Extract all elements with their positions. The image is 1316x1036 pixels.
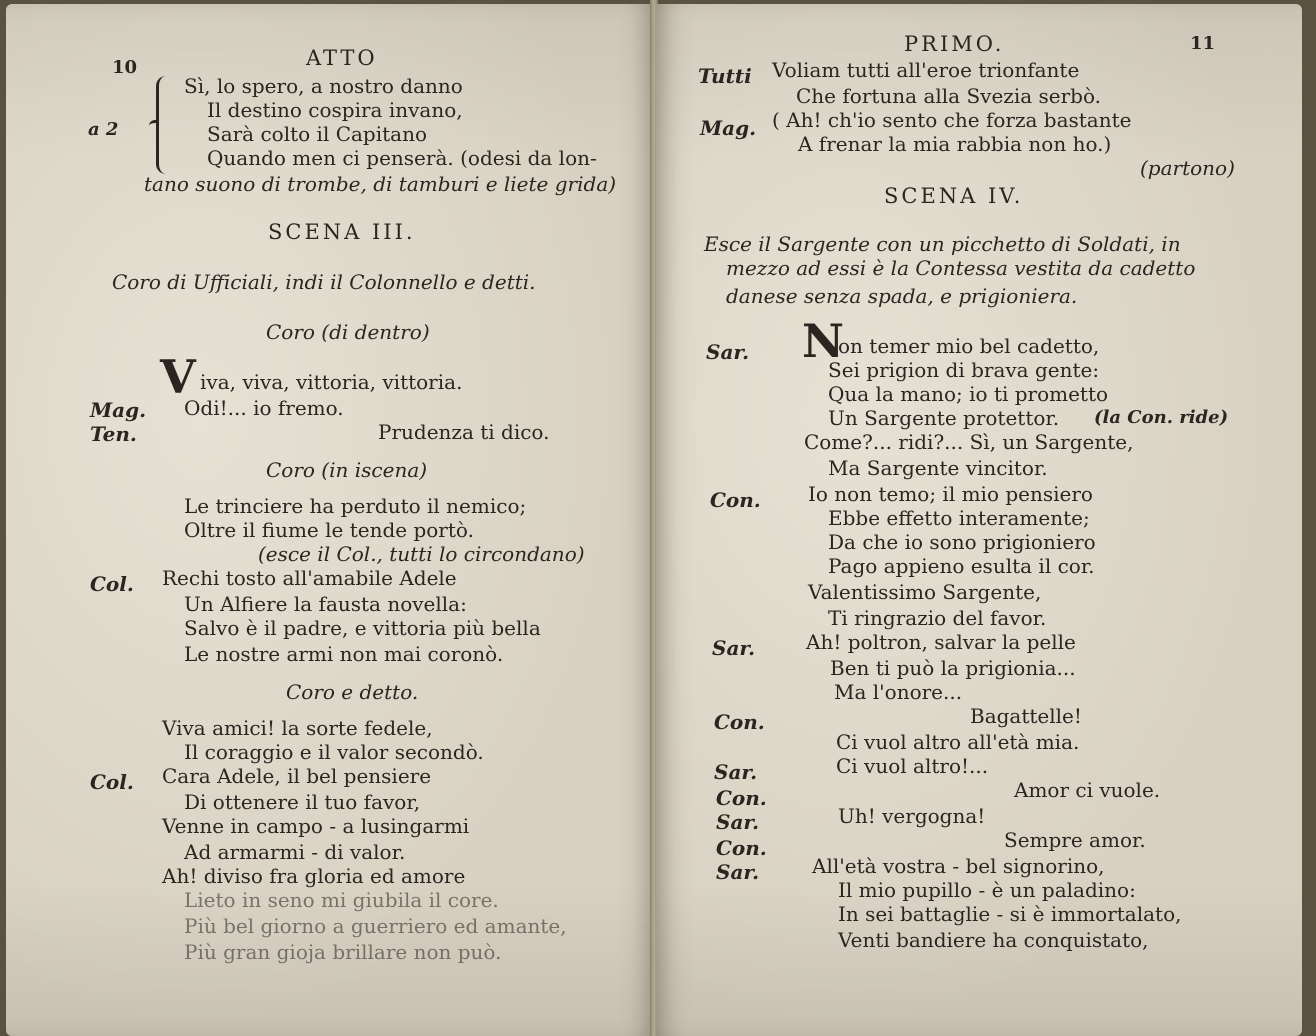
speaker-label: Con. <box>714 710 765 734</box>
verse-line: Il coraggio e il valor secondò. <box>184 740 484 764</box>
verse-line: Viva amici! la sorte fedele, <box>162 716 433 740</box>
a2-label: a 2 <box>88 119 119 140</box>
verse-line: Sempre amor. <box>1004 828 1146 852</box>
quartet-line: Quando men ci penserà. (odesi da lon- <box>207 146 597 170</box>
verse-line: Più gran gioja brillare non può. <box>184 940 502 964</box>
verse-line: Che fortuna alla Svezia serbò. <box>796 84 1102 108</box>
verse-line: Ma l'onore... <box>834 680 963 704</box>
verse-line: Rechi tosto all'amabile Adele <box>162 566 457 590</box>
quartet-line: Il destino cospira invano, <box>207 98 463 122</box>
scene-description: danese senza spada, e prigioniera. <box>726 284 1078 308</box>
scene-title: SCENA IV. <box>884 184 1024 208</box>
verse-line: on temer mio bel cadetto, <box>838 334 1100 358</box>
verse-line: Venne in campo - a lusingarmi <box>162 814 470 838</box>
speaker-label: Ten. <box>90 422 137 446</box>
verse-line: Venti bandiere ha conquistato, <box>838 928 1149 952</box>
speaker-label: Mag. <box>700 116 757 140</box>
drop-cap: V <box>160 350 196 404</box>
verse-line: Salvo è il padre, e vittoria più bella <box>184 616 541 640</box>
scene-title: SCENA III. <box>268 220 416 244</box>
verse-line: Voliam tutti all'eroe trionfante <box>772 58 1080 82</box>
verse-line: Ebbe effetto interamente; <box>828 506 1090 530</box>
verse-line: Un Alfiere la fausta novella: <box>184 592 467 616</box>
chorus-heading: Coro e detto. <box>286 680 419 704</box>
right-page-number: 11 <box>1190 33 1216 54</box>
speaker-label: Con. <box>710 488 761 512</box>
verse-line: Valentissimo Sargente, <box>808 580 1042 604</box>
speaker-label: Con. <box>716 786 767 810</box>
verse-line: Uh! vergogna! <box>838 804 986 828</box>
verse-line: Amor ci vuole. <box>1014 778 1161 802</box>
speaker-label: Mag. <box>90 398 147 422</box>
verse-line: Il mio pupillo - è un paladino: <box>838 878 1136 902</box>
verse-line: Oltre il fiume le tende portò. <box>184 518 474 542</box>
scene-description: Coro di Ufficiali, indi il Colonnello e detti. <box>112 270 536 294</box>
verse-line: iva, viva, vittoria, vittoria. <box>200 370 463 394</box>
scene-description: Esce il Sargente con un picchetto di Soldati, in <box>704 232 1181 256</box>
verse-line: Come?... ridi?... Sì, un Sargente, <box>804 430 1134 454</box>
verse-line: Prudenza ti dico. <box>378 420 550 444</box>
verse-line: Da che io sono prigioniero <box>828 530 1096 554</box>
speaker-label: Tutti <box>698 64 752 88</box>
speaker-label: Sar. <box>706 340 750 364</box>
verse-line: Qua la mano; io ti prometto <box>828 382 1109 406</box>
verse-line: Le trinciere ha perduto il nemico; <box>184 494 527 518</box>
verse-line: ( Ah! ch'io sento che forza bastante <box>772 108 1132 132</box>
stage-direction: (la Con. ride) <box>1094 407 1229 428</box>
verse-line: In sei battaglie - si è immortalato, <box>838 902 1182 926</box>
chorus-heading: Coro (in iscena) <box>266 458 428 482</box>
verse-line: Cara Adele, il bel pensiere <box>162 764 432 788</box>
quartet-line: Sì, lo spero, a nostro danno <box>184 74 463 98</box>
verse-line: Più bel giorno a guerriero ed amante, <box>184 914 567 938</box>
speaker-label: Col. <box>90 572 134 596</box>
speaker-label: Col. <box>90 770 134 794</box>
verse-line: Ci vuol altro!... <box>836 754 989 778</box>
verse-line: Sei prigion di brava gente: <box>828 358 1100 382</box>
drop-cap: N <box>802 314 845 368</box>
speaker-label: Con. <box>716 836 767 860</box>
verse-line: Io non temo; il mio pensiero <box>808 482 1093 506</box>
verse-line: Le nostre armi non mai coronò. <box>184 642 504 666</box>
verse-line: Ti ringrazio del favor. <box>828 606 1047 630</box>
chorus-heading: Coro (di dentro) <box>266 320 430 344</box>
quartet-line: Sarà colto il Capitano <box>207 122 427 146</box>
verse-line: Ah! diviso fra gloria ed amore <box>162 864 466 888</box>
speaker-label: Sar. <box>716 810 760 834</box>
stage-direction: (partono) <box>1140 156 1235 180</box>
speaker-label: Sar. <box>714 760 758 784</box>
verse-line: Lieto in seno mi giubila il core. <box>184 888 499 912</box>
verse-line: All'età vostra - bel signorino, <box>812 854 1105 878</box>
verse-line: Bagattelle! <box>970 704 1082 728</box>
verse-line: Ci vuol altro all'età mia. <box>836 730 1080 754</box>
verse-line: Ah! poltron, salvar la pelle <box>806 630 1076 654</box>
verse-line: Ben ti può la prigionia... <box>830 656 1076 680</box>
verse-line: Di ottenere il tuo favor, <box>184 790 421 814</box>
left-page-number: 10 <box>112 57 138 78</box>
speaker-label: Sar. <box>716 860 760 884</box>
right-running-header: PRIMO. <box>904 32 1005 56</box>
verse-line: Ad armarmi - di valor. <box>184 840 406 864</box>
verse-line: A frenar la mia rabbia non ho.) <box>798 132 1112 156</box>
scene-description: mezzo ad essi è la Contessa vestita da cadetto <box>726 256 1196 280</box>
verse-line: Pago appieno esulta il cor. <box>828 554 1095 578</box>
left-running-header: ATTO <box>306 46 378 70</box>
stage-direction: tano suono di trombe, di tamburi e liete grida) <box>144 172 617 196</box>
verse-line: Un Sargente protettor. <box>828 406 1060 430</box>
speaker-label: Sar. <box>712 636 756 660</box>
verse-line: Ma Sargente vincitor. <box>828 456 1048 480</box>
stage-direction: (esce il Col., tutti lo circondano) <box>258 542 585 566</box>
verse-line: Odi!... io fremo. <box>184 396 344 420</box>
quartet-brace <box>156 76 173 174</box>
